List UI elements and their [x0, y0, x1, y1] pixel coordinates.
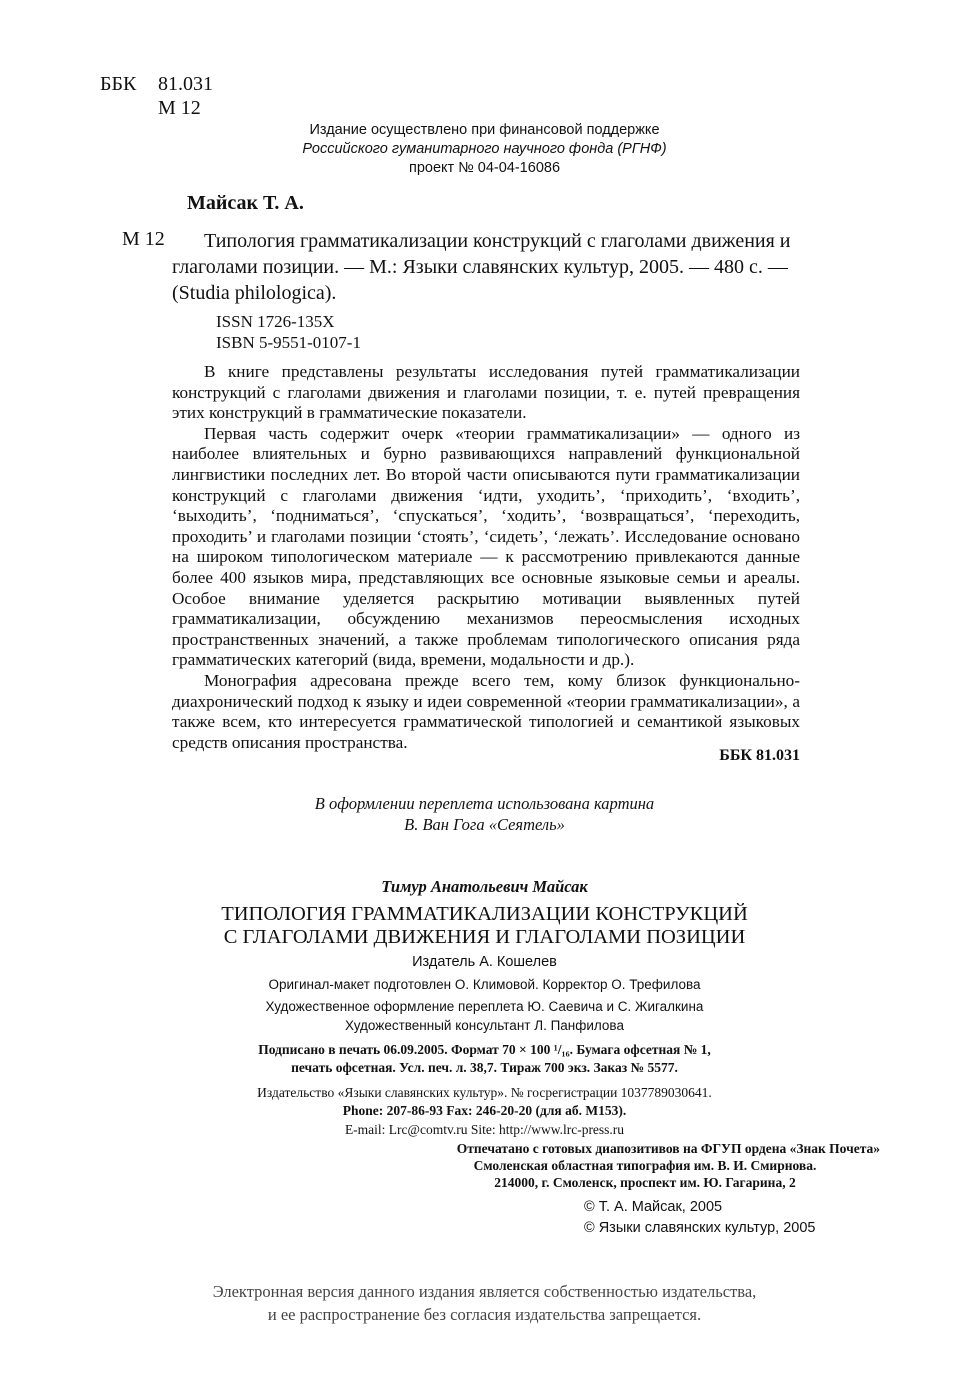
citation-line: Типология грамматикализации конструкций с глаголами движения и	[204, 230, 791, 252]
citation-line: глаголами позиции. — М.: Языки славянских культур, 2005. — 480 с. —	[172, 256, 788, 278]
abstract-paragraph: Монография адресована прежде всего тем, кому близок функционально-диахронический подход к языку и идеи современной «теории грамматикализации», а также всем, кто интересуется грамматической типологией и семантикой языковых средств описания пространства.	[172, 670, 800, 752]
printing-line: Смоленская областная типография им. В. И. Смирнова.	[473, 1158, 817, 1173]
abstract	[172, 362, 800, 753]
footer-line: Электронная версия данного издания является собственностью издательства,	[212, 1282, 757, 1301]
bbk-label: ББК	[100, 73, 137, 95]
copyright-line: © Языки славянских культур, 2005	[584, 1220, 816, 1236]
abstract-bbk: ББК 81.031	[719, 747, 800, 764]
colophon-title: ТИПОЛОГИЯ ГРАММАТИКАЛИЗАЦИИ КОНСТРУКЦИЙ	[221, 903, 748, 925]
funding-note	[0, 121, 969, 178]
colophon-signed: Подписано в печать 06.09.2005. Формат 70 × 100 ¹/₁₆. Бумага офсетная № 1,	[258, 1042, 711, 1057]
electronic-version-notice	[0, 1280, 969, 1326]
copyright-line: © Т. А. Майсак, 2005	[584, 1199, 723, 1215]
colophon-title: С ГЛАГОЛАМИ ДВИЖЕНИЯ И ГЛАГОЛАМИ ПОЗИЦИИ	[223, 926, 746, 948]
abstract-paragraph: В книге представлены результаты исследования путей грамматикализации конструкций с глаголами движения и глаголами позиции, т. е. путей превращения этих конструкций в грамматические показатели.	[172, 362, 800, 423]
isbn: ISBN 5-9551-0107-1	[216, 333, 361, 352]
author-mark: М 12	[158, 97, 201, 119]
bbk-classification	[100, 72, 213, 120]
colophon-signed: печать офсетная. Усл. печ. л. 38,7. Тираж 700 экз. Заказ № 5577.	[291, 1060, 678, 1075]
colophon-art-consultant: Художественный консультант Л. Панфилова	[345, 1018, 624, 1033]
abstract-paragraph: Первая часть содержит очерк «теории грамматикализации» — одного из наиболее влиятельных и бурно развивающихся направлений функциональной лингвистики последних лет. Во второй части описываются пути грамматикализации конструкций с глаголами движения ‘идти, уходить’, ‘приходить’, ‘входить’, ‘выходить’, ‘подниматься’, ‘спускаться’, ‘ходить’, ‘возвращаться’, ‘переходить, проходить’ и глаголами позиции ‘стоять’, ‘сидеть’, ‘лежать’. Исследование основано на широком типологическом материале — к рассмотрению привлекаются данные более 400 языков мира, представляющих все основные языковые семьи и ареалы. Особое внимание уделяется раскрытию мотивации выявленных путей грамматикализации, обсуждению механизмов переосмысления исходных пространственных значений, а также проблемам типологического описания ряда грамматических категорий (вида, времени, модальности и др.).	[172, 423, 800, 670]
citation-mark: М 12	[122, 228, 165, 250]
funding-line: проект № 04-04-16086	[408, 160, 561, 176]
printing-line: 214000, г. Смоленск, проспект им. Ю. Гагарина, 2	[494, 1175, 796, 1190]
isbn-block	[216, 311, 361, 353]
colophon-author: Тимур Анатольевич Майсак	[381, 877, 588, 896]
cover-line: В оформлении переплета использована картина	[314, 794, 655, 813]
citation-line: (Studia philologica).	[172, 282, 337, 304]
author-heading: Майсак Т. А.	[187, 192, 304, 214]
bibliographic-citation	[172, 228, 800, 306]
cover-note	[0, 793, 969, 835]
printing-info	[380, 1140, 880, 1191]
printing-line: Отпечатано с готовых диапозитивов на ФГУП ордена «Знак Почета»	[456, 1141, 880, 1156]
colophon	[0, 876, 969, 1139]
cover-line: В. Ван Гога «Сеятель»	[404, 815, 565, 834]
bbk-code: 81.031	[158, 73, 213, 95]
funding-line: Издание осуществлено при финансовой поддержке	[309, 122, 660, 138]
colophon-layout: Оригинал-макет подготовлен О. Климовой. Корректор О. Трефилова	[268, 977, 701, 992]
issn: ISSN 1726-135X	[216, 312, 335, 331]
colophon-binding: Художественное оформление переплета Ю. Саевича и С. Жигалкина	[265, 999, 704, 1014]
colophon-publisher: Издатель А. Кошелев	[412, 954, 557, 970]
funding-line: Российского гуманитарного научного фонда (РГНФ)	[302, 141, 667, 157]
colophon-house: Издательство «Языки славянских культур». № госрегистрации 1037789030641.	[257, 1085, 712, 1100]
copyright	[584, 1197, 815, 1239]
colophon-email: E-mail: Lrc@comtv.ru Site: http://www.lrc-press.ru	[344, 1122, 625, 1137]
colophon-phone: Phone: 207-86-93 Fax: 246-20-20 (для аб. M153).	[342, 1103, 627, 1118]
footer-line: и ее распространение без согласия издательства запрещается.	[267, 1305, 702, 1324]
